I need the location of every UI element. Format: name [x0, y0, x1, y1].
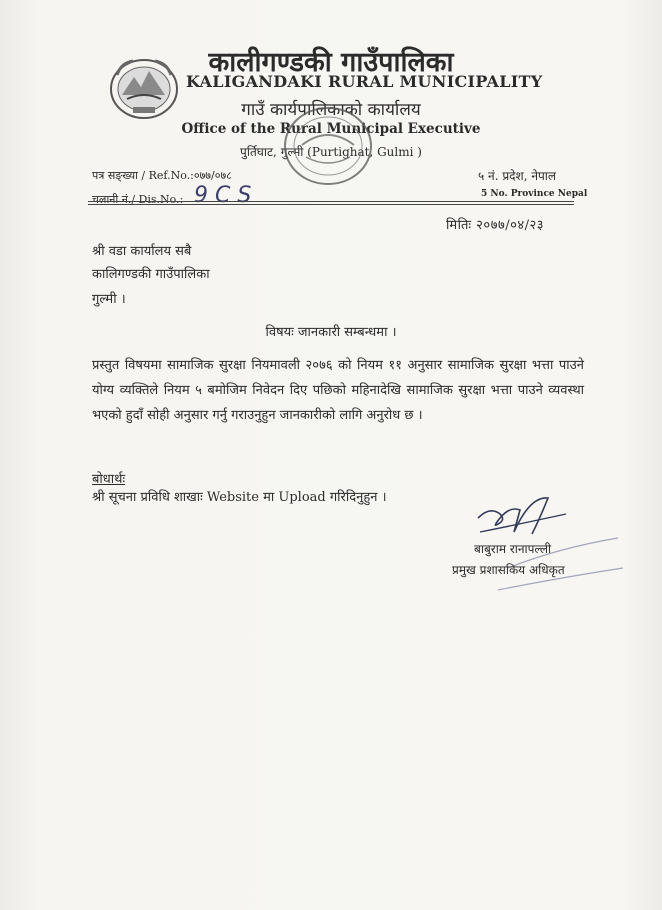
municipality-title-np: कालीगण्डकी गाउँपालिका: [208, 47, 454, 78]
letter-subject: विषयः जानकारी सम्बन्धमा ।: [265, 325, 397, 340]
recipient-line-1: श्री वडा कार्यालय सबै: [92, 244, 192, 259]
dispatch-value: 9 C S: [194, 183, 252, 208]
signatory-title: प्रमुख प्रशासकिय अधिकृत: [452, 563, 565, 577]
office-title-en: Office of the Rural Municipal Executive: [181, 121, 481, 137]
recipient-line-3: गुल्मी ।: [92, 292, 126, 307]
header-divider-thin: [88, 204, 574, 205]
office-title-np: गाउँ कार्यपालिकाको कार्यालय: [241, 100, 421, 120]
reference-value: ०७७/०७८: [193, 169, 232, 182]
recipient-line-2: कालिगण्डकी गाउँपालिका: [92, 267, 210, 282]
letter-date: मितिः २०७७/०४/२३: [446, 218, 545, 233]
letter-body: प्रस्तुत विषयमा सामाजिक सुरक्षा नियमावली २०७६ को नियम ११ अनुसार सामाजिक सुरक्षा भत्ता पाउने योग्य व्यक्तिले नियम ५ बमोजिम निवेदन दिए पछिको महिनादेखि सामाजिक सुरक्षा भत्ता पाउने व्यवस्था भएको हुदाँ सोही अनुसार गर्नु गराउनुहुन जानकारीको लागि अनुरोध छ ।: [92, 358, 584, 423]
reference-number: [92, 168, 232, 183]
header-divider: [88, 201, 574, 202]
reference-label: पत्र सङ्ख्या / Ref.No.:: [92, 169, 194, 182]
office-address: पुर्तिघाट, गुल्मी (Purtighat, Gulmi ): [240, 145, 422, 159]
office-stamp-icon: [282, 105, 374, 187]
signatory-name: बाबुराम रानापल्ली: [474, 542, 552, 556]
cc-label: बोधार्थः: [92, 472, 126, 487]
province-np: ५ नं. प्रदेश, नेपाल: [478, 169, 557, 183]
province-en: 5 No. Province Nepal: [481, 189, 588, 199]
cc-line: श्री सूचना प्रविधि शाखाः Website मा Upload गरिदिनुहुन ।: [92, 490, 387, 505]
municipality-title-en: KALIGANDAKI RURAL MUNICIPALITY: [186, 72, 543, 91]
dispatch-label: चलानी नं./ Dis.No.:: [92, 193, 184, 206]
